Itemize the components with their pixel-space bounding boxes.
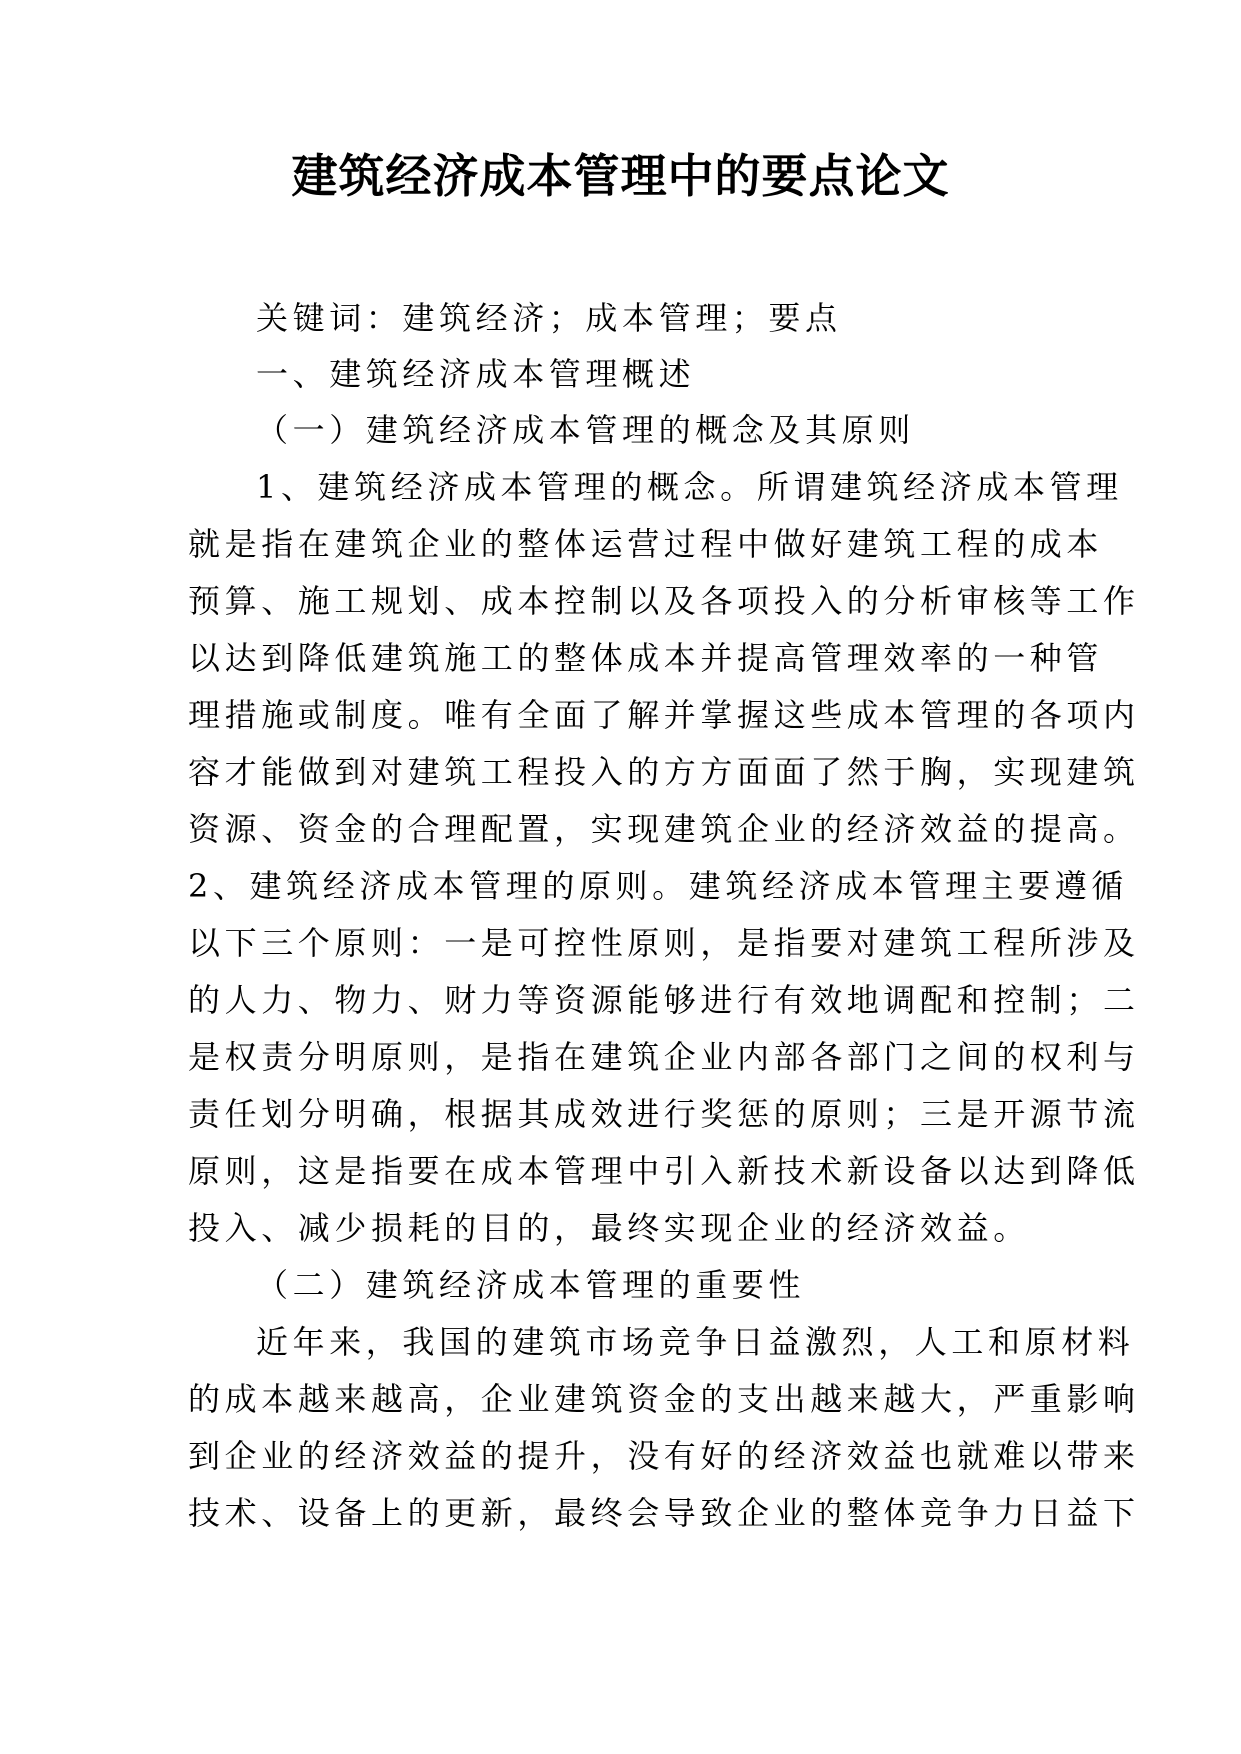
paragraph-line: 以下三个原则：一是可控性原则，是指要对建筑工程所涉及: [188, 924, 1140, 962]
subsection-heading-1: （一）建筑经济成本管理的概念及其原则: [256, 411, 915, 449]
paragraph-line: 责任划分明确，根据其成效进行奖惩的原则；三是开源节流: [188, 1095, 1140, 1133]
page-title: 建筑经济成本管理中的要点论文: [291, 149, 950, 203]
paragraph-line: 预算、施工规划、成本控制以及各项投入的分析审核等工作: [188, 582, 1140, 620]
paragraph-line: 就是指在建筑企业的整体运营过程中做好建筑工程的成本: [188, 525, 1104, 563]
paragraph-line: 的成本越来越高，企业建筑资金的支出越来越大，严重影响: [188, 1380, 1140, 1418]
paragraph-line: 的人力、物力、财力等资源能够进行有效地调配和控制；二: [188, 981, 1140, 1019]
paragraph-line: 容才能做到对建筑工程投入的方方面面了然于胸，实现建筑: [188, 753, 1140, 791]
paragraph-line: 技术、设备上的更新，最终会导致企业的整体竞争力日益下: [188, 1494, 1140, 1532]
paragraph-line: 2、建筑经济成本管理的原则。建筑经济成本管理主要遵循: [188, 867, 1128, 905]
paragraph-line: 到企业的经济效益的提升，没有好的经济效益也就难以带来: [188, 1437, 1140, 1475]
paragraph-line: 1、建筑经济成本管理的概念。所谓建筑经济成本管理: [256, 468, 1123, 506]
paragraph-line: 近年来，我国的建筑市场竞争日益激烈，人工和原材料: [256, 1323, 1135, 1361]
paragraph-line: 资源、资金的合理配置，实现建筑企业的经济效益的提高。: [188, 810, 1140, 848]
paragraph-line: 原则，这是指要在成本管理中引入新技术新设备以达到降低: [188, 1152, 1140, 1190]
paragraph-line: 以达到降低建筑施工的整体成本并提高管理效率的一种管: [188, 639, 1104, 677]
paragraph-line: 投入、减少损耗的目的，最终实现企业的经济效益。: [188, 1209, 1030, 1247]
keywords-line: 关键词：建筑经济；成本管理；要点: [256, 299, 842, 337]
subsection-heading-2: （二）建筑经济成本管理的重要性: [256, 1266, 806, 1304]
paragraph-line: 是权责分明原则，是指在建筑企业内部各部门之间的权利与: [188, 1038, 1140, 1076]
section-heading-1: 一、建筑经济成本管理概述: [256, 355, 696, 393]
paragraph-line: 理措施或制度。唯有全面了解并掌握这些成本管理的各项内: [188, 696, 1140, 734]
